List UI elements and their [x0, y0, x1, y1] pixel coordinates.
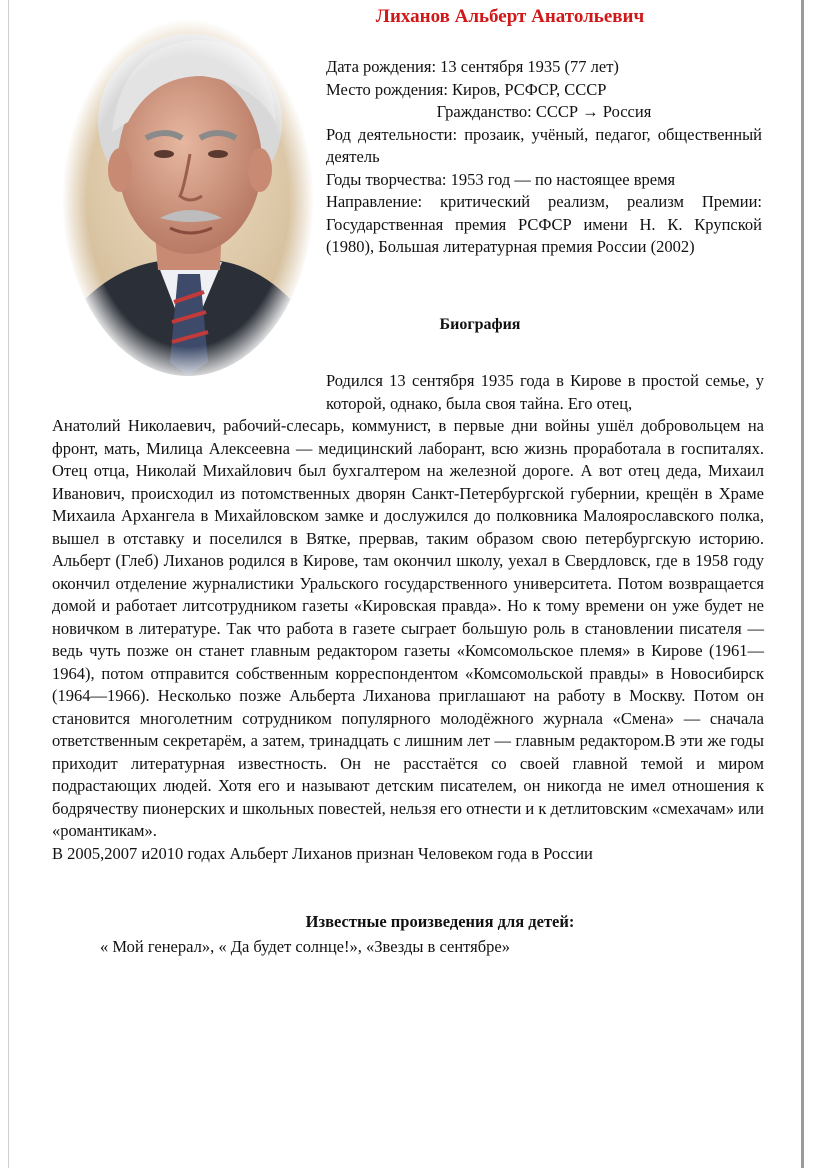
occupation: Род деятельности: прозаик, учёный, педагог, общественный деятель — [326, 124, 762, 166]
biography-award: В 2005,2007 и2010 годах Альберт Лиханов признан Человеком года в России — [52, 843, 593, 863]
page-title: Лиханов Альберт Анатольевич — [375, 6, 645, 27]
biography-heading: Биография — [439, 316, 521, 333]
biography-body: Анатолий Николаевич, рабочий-слесарь, коммунист, в первые дни войны ушёл добровольцем на фронт, мать, Милица Алексеевна — медицинский лаборант, всю жизнь проработала в госпиталях. Отец отца, Николай Михайлович был бухгалтером на железной дороге. А вот отец деда, Михаил Иванович, происходил из потомственных дворян Санкт-Петербургской губернии, крещён в Храме Михаила Архангела в Михайловском замке и дослужился до полковника Малоярославского полка, вышел в отставку и поселился в Вятке, прервав, таким образом свою петербургскую историю. Альберт (Глеб) Лиханов родился в Кирове, там окончил школу, уехал в Свердловск, где в 1958 году окончил отделение журналистики Уральского государственного университета. Потом возвращается домой и работает литсотрудником газеты «Кировская правда». Но к тому времени он уже будет не новичком в литературе. Так что работа в газете сыграет большую роль в становлении писателя — ведь чуть позже он станет главным редактором газеты «Комсомольское племя» в Кирове (1961—1964), потом отправится собственным корреспондентом «Комсомольской правды» в Новосибирск (1964—1966). Несколько позже Альберта Лиханова приглашают на работу в Москву. Потом он становится многолетним сотрудником популярного молодёжного журнала «Смена» — сначала ответственным секретарём, а затем, тринадцать с лишним лет — главным редактором.В эти же годы приходит литературная известность. Он не расстаётся со своей главной темой и миром подрастающих людей. Хотя его и называют детским писателем, он никогда не имел отношения к бодрячеству пионерских и школьных повестей, нельзя его отнести и к детлитовским «смехачам» или «романтикам». — [52, 416, 764, 840]
citizenship: Гражданство: СССР → Россия — [436, 102, 652, 121]
biography-text — [52, 370, 764, 865]
direction-and-awards: Направление: критический реализм, реализм Премии: Государственная премия РСФСР имени Н. К. Крупской (1980), Большая литературная премия России (2002) — [326, 192, 762, 256]
birth-date: Дата рождения: 13 сентября 1935 (77 лет) — [326, 57, 619, 76]
author-portrait — [62, 12, 314, 376]
info-block — [326, 56, 762, 259]
years-active: Годы творчества: 1953 год — по настоящее время — [326, 169, 676, 189]
birth-place: Место рождения: Киров, РСФСР, СССР — [326, 79, 607, 99]
works-list: « Мой генерал», « Да будет солнце!», «Звезды в сентябре» — [100, 937, 510, 956]
works-heading: Известные произведения для детей: — [305, 912, 575, 931]
biography-lead: Родился 13 сентября 1935 года в Кирове в простой семье, у которой, однако, была своя тайна. Его отец, — [326, 371, 764, 413]
